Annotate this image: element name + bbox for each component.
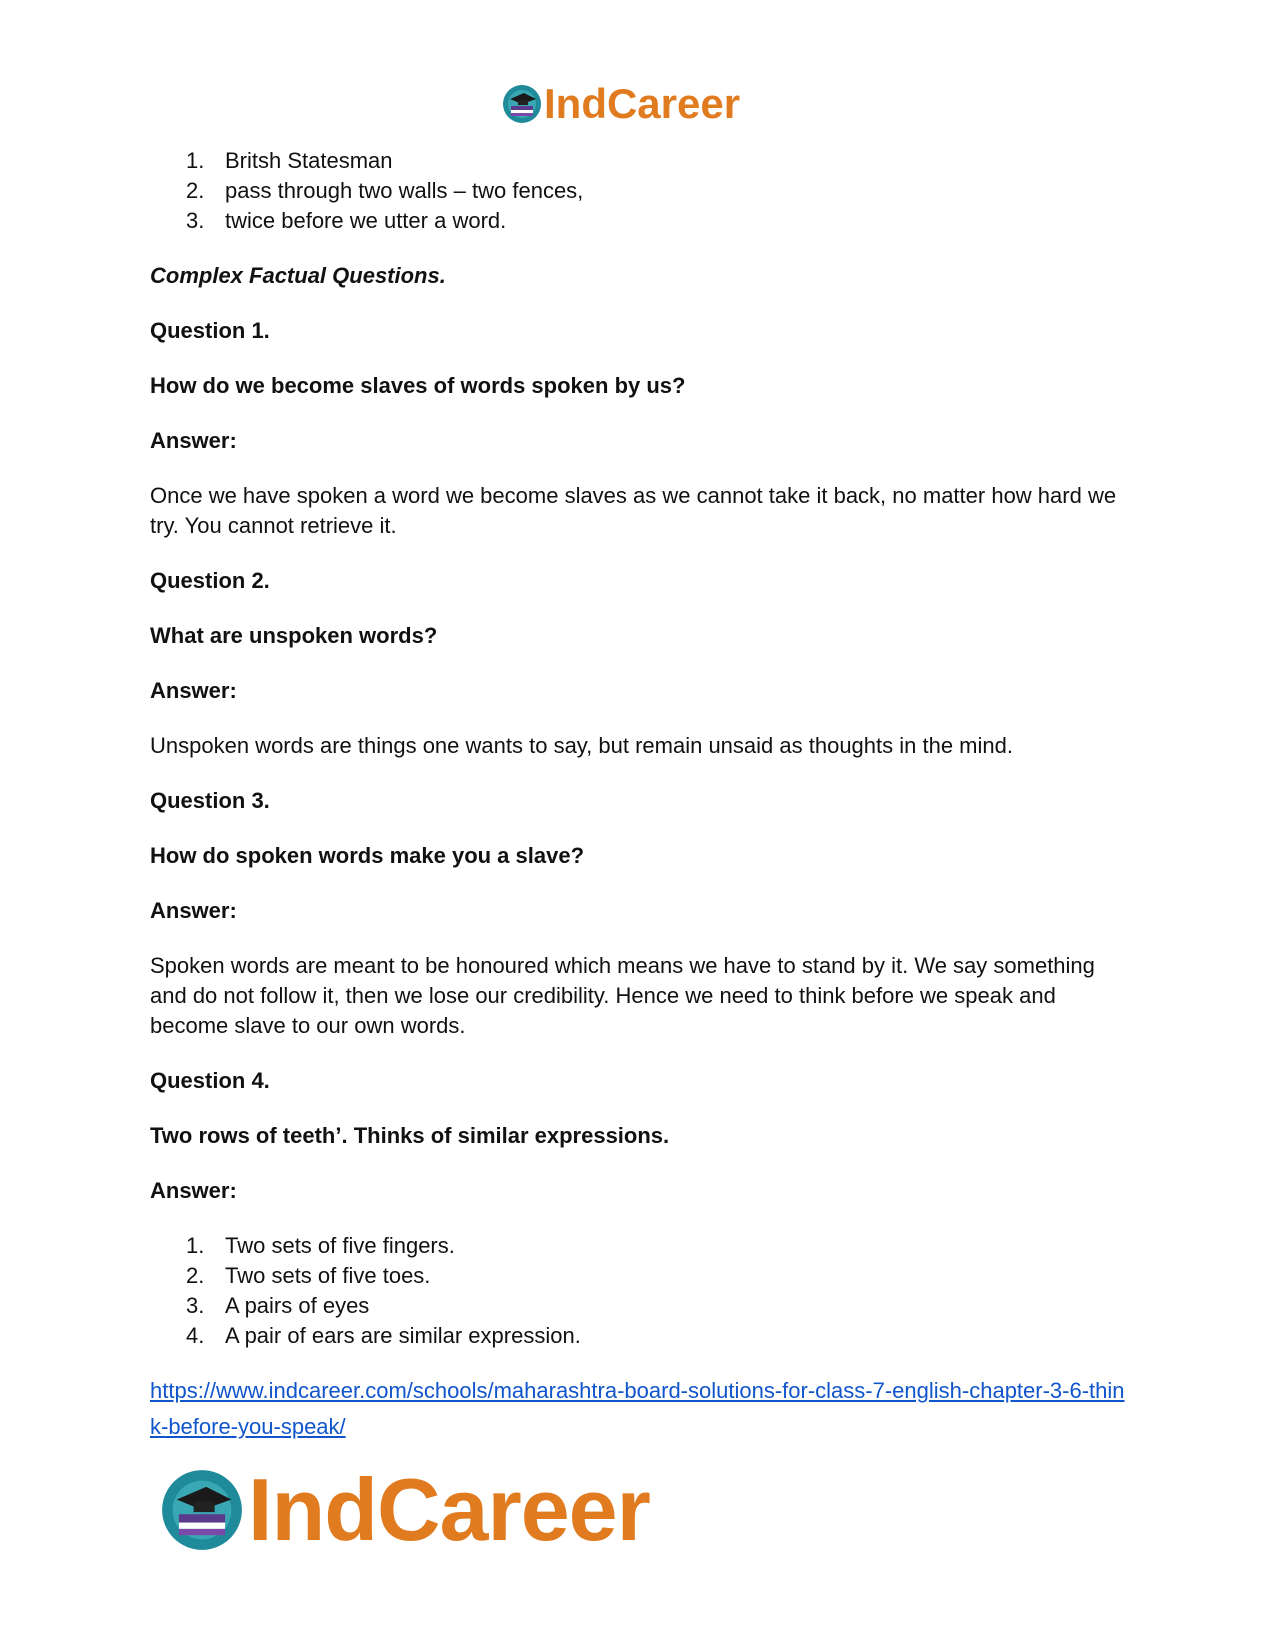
answer-label: Answer: — [150, 1178, 237, 1203]
section-title: Complex Factual Questions. — [150, 263, 446, 288]
list-item: 4. A pair of ears are similar expression. — [186, 1323, 581, 1348]
list-item: 1. Britsh Statesman — [186, 148, 393, 173]
question-label: Question 1. — [150, 318, 270, 343]
answer-label: Answer: — [150, 898, 237, 923]
list-item: 3. A pairs of eyes — [186, 1293, 370, 1318]
question-label: Question 2. — [150, 568, 270, 593]
question-text: Two rows of teeth’. Thinks of similar expressions. — [150, 1123, 670, 1148]
graduation-cap-book-icon — [160, 1468, 244, 1552]
answer-text: Spoken words are meant to be honoured which means we have to stand by it. We say something and do not follow it, then we lose our credibility. Hence we need to think before we speak and become slave to our own words. — [150, 953, 1095, 1038]
graduation-cap-book-icon — [502, 84, 542, 124]
question-text: How do we become slaves of words spoken by us? — [150, 373, 686, 398]
question-label: Question 4. — [150, 1068, 270, 1093]
answer-list — [150, 1231, 1130, 1351]
answer-label: Answer: — [150, 428, 237, 453]
question-text: How do spoken words make you a slave? — [150, 843, 585, 868]
header-logo — [502, 80, 740, 128]
logo-wordmark: IndCareer — [248, 1460, 650, 1559]
list-item: 2. pass through two walls – two fences, — [186, 178, 584, 203]
logo-wordmark: IndCareer — [544, 80, 741, 127]
list-item: 3. twice before we utter a word. — [186, 208, 507, 233]
question-label: Question 3. — [150, 788, 270, 813]
list-item: 1. Two sets of five fingers. — [186, 1233, 455, 1258]
list-item: 2. Two sets of five toes. — [186, 1263, 431, 1288]
top-list — [150, 146, 1130, 236]
answer-label: Answer: — [150, 678, 237, 703]
answer-text: Unspoken words are things one wants to say, but remain unsaid as thoughts in the mind. — [150, 733, 1013, 758]
question-text: What are unspoken words? — [150, 623, 438, 648]
footer-logo — [160, 1460, 650, 1559]
main-content — [150, 146, 1130, 1445]
source-link[interactable]: https://www.indcareer.com/schools/maharashtra-board-solutions-for-class-7-english-chapter-3-6-think-before-you-speak/ — [150, 1378, 1125, 1439]
answer-text: Once we have spoken a word we become slaves as we cannot take it back, no matter how hard we try. You cannot retrieve it. — [150, 483, 1117, 538]
